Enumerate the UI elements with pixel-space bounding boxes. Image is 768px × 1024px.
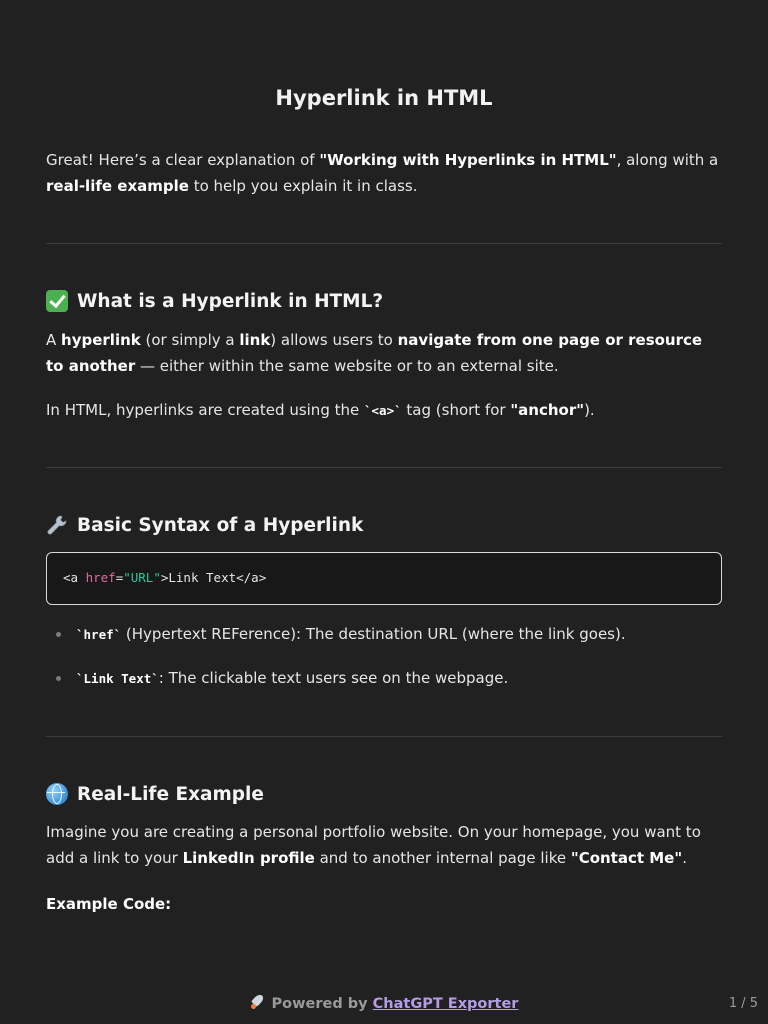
text: (or simply a (140, 331, 240, 349)
text: In HTML, hyperlinks are created using the (46, 401, 364, 419)
intro-text: , along with a (616, 151, 719, 169)
hyperlink-definition-paragraph (46, 327, 722, 379)
example-paragraph (46, 819, 722, 871)
intro-text: to help you explain it in class. (188, 177, 418, 195)
wrench-icon (46, 514, 68, 536)
code-attribute: href (85, 570, 116, 585)
list-item (46, 666, 508, 691)
section-heading-text: What is a Hyperlink in HTML? (77, 290, 384, 312)
section-heading-what-is (46, 290, 722, 312)
chatgpt-exporter-link[interactable]: ChatGPT Exporter (372, 996, 519, 1012)
code-block[interactable] (46, 552, 722, 605)
list-item-text (76, 622, 626, 647)
intro-paragraph (46, 147, 722, 199)
code-token: <a (63, 570, 86, 585)
divider (46, 243, 722, 244)
bold-text: Example Code: (46, 895, 172, 913)
text: : The clickable text users see on the webpage. (158, 669, 509, 687)
bold-text: hyperlink (61, 331, 141, 349)
rocket-icon (250, 994, 266, 1010)
text: A (46, 331, 62, 349)
code-token: = (115, 570, 124, 585)
bold-text: "anchor" (510, 401, 585, 419)
text: and to another internal page like (314, 849, 571, 867)
divider (46, 467, 722, 468)
inline-code: `<a>` (364, 403, 402, 418)
intro-bold-example: real-life example (46, 177, 189, 195)
bold-text: "Contact Me" (570, 849, 683, 867)
inline-code: `Link Text` (76, 671, 159, 686)
section-heading-text: Basic Syntax of a Hyperlink (77, 514, 364, 536)
bold-text: LinkedIn profile (182, 849, 315, 867)
section-heading-example (46, 783, 722, 805)
section-heading-text: Real-Life Example (77, 783, 264, 805)
bullet-dot (56, 632, 61, 637)
bold-text: link (239, 331, 271, 349)
page-title: Hyperlink in HTML (275, 86, 493, 110)
text: — either within the same website or to an external site. (135, 357, 559, 375)
example-code-label (46, 891, 722, 917)
text: . (682, 849, 687, 867)
code-token: >Link Text</a> (160, 570, 267, 585)
list-item (46, 622, 626, 647)
text: ). (584, 401, 595, 419)
list-item-text (76, 666, 508, 691)
text: (Hypertext REFerence): The destination URL (where the link goes). (121, 625, 626, 643)
page-number: 1 / 5 (728, 996, 758, 1011)
check-mark-icon (46, 290, 68, 312)
globe-icon (46, 783, 68, 805)
anchor-tag-paragraph (46, 397, 722, 424)
code-string: "URL" (123, 570, 161, 585)
powered-by-text: Powered by (271, 996, 373, 1012)
text: tag (short for (401, 401, 511, 419)
intro-text: Great! Here’s a clear explanation of (46, 151, 320, 169)
bullet-dot (56, 676, 61, 681)
footer (0, 994, 768, 1012)
text: Imagine you are creating a personal portfolio website. On your homepage, you want to add a link to your (46, 823, 701, 867)
text: ) allows users to (270, 331, 398, 349)
intro-bold-topic: "Working with Hyperlinks in HTML" (319, 151, 617, 169)
code-content (63, 570, 266, 585)
divider (46, 736, 722, 737)
inline-code: `href` (76, 627, 122, 642)
bold-text: navigate from one page or resource to another (46, 331, 703, 375)
section-heading-syntax (46, 514, 722, 536)
